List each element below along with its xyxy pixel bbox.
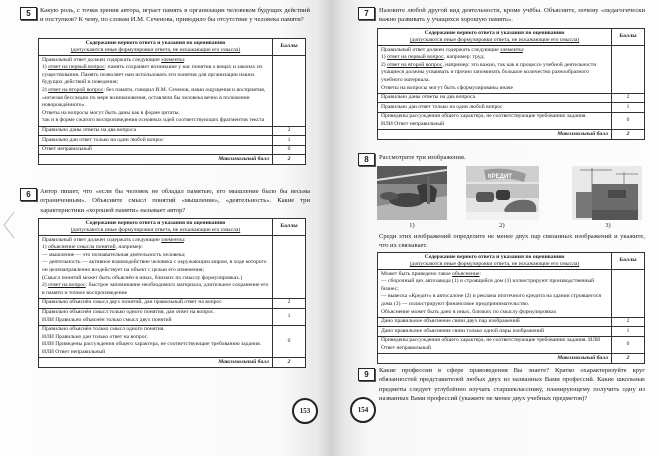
- scoring-criterion: [39, 145, 273, 155]
- answer-content: [39, 236, 273, 299]
- max-score-row: [39, 358, 306, 368]
- scoring-points: 1: [273, 136, 306, 146]
- criterion-line: Правильно объяснён только смысл одного понятия.: [42, 326, 165, 333]
- question-8-text: Рассмотрите три изображения.: [379, 154, 466, 161]
- answer-element-label: ответ на первый вопрос: [48, 64, 105, 71]
- criterion-line: ИЛИ Приведены рассуждения общего характера, не соответствующие требованию задания.: [42, 341, 262, 348]
- answer-content-score: [612, 46, 645, 94]
- question-8-followup: Среди этих изображений определите не менее двух пар связанных изображений и укажите, что их связывает.: [379, 233, 645, 250]
- scoring-points: 2: [612, 93, 645, 103]
- answer-content: [378, 270, 612, 318]
- scoring-row: [39, 308, 306, 325]
- scoring-points: 0: [612, 336, 645, 353]
- answer-line: 2) ответ на второй вопрос, например: это важно, так как в процессе учебной деятельности учащиеся должны усваивать и прочно запоминать большое количество разнообразного учебного материала.: [381, 61, 597, 84]
- answer-element-label: элементы: [500, 46, 523, 53]
- header-subtitle: (допускаются иные формулировки ответа, не искажающие его смысла): [70, 227, 241, 234]
- right-page: [330, 0, 659, 456]
- max-score-label: Максимальный балл: [378, 354, 612, 364]
- answer-line: Правильный ответ должен содержать следующие элементы:: [42, 236, 186, 243]
- answer-line: Может быть приведено такое объяснение:: [381, 270, 482, 277]
- scoring-points: 1: [612, 103, 645, 113]
- scoring-points: 2: [273, 126, 306, 136]
- answer-line: 1) объяснение смысла понятий, например:: [42, 244, 143, 251]
- scoring-row: [378, 112, 645, 129]
- scoring-row: [39, 145, 306, 155]
- answer-line: — мышление — это познавательная деятельность человека;: [42, 251, 186, 258]
- answer-element-label: объяснение: [452, 270, 480, 277]
- answer-line: Ответы на вопросы могут быть сформулированы иначе: [381, 84, 513, 91]
- car-dealership-photo: [466, 166, 539, 220]
- question-6-text: Автор пишет, что «если бы человек не обладал памятью, его мышление было бы весьма ограниченным». Объясните смысл понятий «мышление», «деятельность». Какие три характеристики «хорошей памяти» называет автор?: [40, 188, 310, 214]
- header-score-label: Баллы: [273, 219, 306, 236]
- max-score-row: [378, 130, 645, 140]
- max-score-value: 2: [612, 354, 645, 364]
- answer-content-score: [273, 56, 306, 126]
- scoring-points: 1: [273, 308, 306, 325]
- criterion-line: ИЛИ Правильно дан только ответ на вопрос.: [42, 333, 149, 340]
- answer-line: 1) ответ на первый вопрос, например: труд;: [381, 54, 485, 61]
- scoring-points: 0: [273, 325, 306, 357]
- scoring-criterion: [39, 308, 273, 325]
- scoring-criterion: [39, 136, 273, 146]
- header-subtitle: (допускаются иные формулировки ответа, не искажающие его смысла): [409, 37, 580, 44]
- answer-element-label: ответ на второй вопрос: [48, 87, 104, 94]
- criterion-line: Правильно дан ответ только на один любой вопрос: [42, 136, 164, 143]
- criteria-table-q8: [377, 252, 645, 364]
- header-subtitle: (допускаются иные формулировки ответа, не искажающие его смысла): [70, 47, 241, 54]
- criterion-line: Дано правильное объяснение связи двух пар изображений: [381, 318, 520, 325]
- answer-element-label: ответ на первый вопрос: [387, 54, 444, 61]
- table-header-content: [378, 253, 612, 270]
- scoring-points: 0: [273, 145, 306, 155]
- page-number-153: 153: [292, 398, 318, 424]
- scoring-row: [378, 327, 645, 337]
- scoring-row: [378, 317, 645, 327]
- answer-content-row: [39, 56, 306, 126]
- answer-element-label: ответ на второй вопрос: [387, 61, 443, 68]
- criteria-table-q7: [377, 28, 645, 140]
- scoring-criterion: [378, 112, 612, 129]
- criterion-line: ИЛИ Ответ неправильный: [42, 349, 106, 355]
- scoring-row: [39, 126, 306, 136]
- question-number-6: 6: [20, 188, 37, 201]
- question-9-text: Какие профессии в сфере правоведения Вы знаете? Кратко охарактеризуйте круг обязанностей представителей любых двух из названных Вами профессий. Какие школьные предметы следует углублённо изучать старшекласснику, планирующему получить одну из названных Вами профессий (укажите не менее двух учебных предметов)?: [379, 367, 645, 402]
- scoring-points: 2: [273, 298, 306, 308]
- scoring-row: [378, 103, 645, 113]
- answer-content: [39, 56, 273, 126]
- building-construction-photo: [572, 166, 642, 220]
- scoring-criterion: [378, 317, 612, 327]
- table-header-row: [378, 29, 645, 46]
- answer-line: 2) ответ на второй вопрос: без памяти, говорил И.М. Сеченов, наши ощущения и восприятия, «исчезая бесследно по мере возникновения, оставляли бы человека вечно в положении новорождённого».: [42, 87, 266, 109]
- max-score-label: Максимальный балл: [378, 130, 612, 140]
- answer-line: — деятельность — активное взаимодействие человека с окружающим миром, в ходе которого он целенаправленно воздействует на объект с целью его изменения;: [42, 259, 267, 274]
- max-score-value: 2: [273, 358, 306, 368]
- criteria-table-q5: [38, 38, 306, 165]
- header-subtitle: (допускаются иные формулировки ответа, не искажающие его смысла): [409, 261, 580, 268]
- answer-line: (Смысл понятий может быть объяснён в иных, близких по смыслу формулировках.): [42, 274, 243, 281]
- scoring-points: 2: [612, 317, 645, 327]
- image-caption-2: 2): [499, 222, 505, 229]
- criteria-table-q6: [38, 218, 306, 368]
- criterion-line: ИЛИ Правильно объяснён только смысл двух понятий: [42, 316, 172, 323]
- answer-element-label: объяснение смысла понятий: [48, 244, 116, 251]
- table-header-row: [39, 219, 306, 236]
- answer-line: Ответы на вопросы могут быть даны как в форме цитаты,: [42, 109, 180, 116]
- answer-content-row: [378, 46, 645, 94]
- question-7-text: Назовите любой другой вид деятельности, кроме учёбы. Объясните, почему «педагогически важно развивать у учащихся хорошую память».: [379, 7, 645, 24]
- criterion-line: Ответ неправильный: [42, 146, 92, 153]
- max-score-row: [39, 155, 306, 165]
- image-caption-1: 1): [409, 222, 415, 229]
- answer-line: Правильный ответ должен содержать следующие элементы:: [381, 46, 525, 53]
- criterion-line: Правильно дан ответ только на один любой вопрос: [381, 103, 503, 110]
- max-score-value: 2: [612, 130, 645, 140]
- table-header-row: [378, 253, 645, 270]
- question-number-8: 8: [358, 153, 375, 166]
- max-score-label: Максимальный балл: [39, 155, 273, 165]
- criterion-line: Дано правильное объяснение связи только одной пары изображений: [381, 327, 545, 334]
- answer-element-label: ответ на вопрос: [48, 282, 86, 289]
- max-score-row: [378, 354, 645, 364]
- criterion-line: Правильно объяснён смысл двух понятий, дан правильный ответ на вопрос: [42, 299, 222, 306]
- answer-element-label: элементы: [161, 56, 184, 63]
- scoring-row: [39, 298, 306, 308]
- scoring-row: [39, 136, 306, 146]
- scoring-criterion: [39, 298, 273, 308]
- scoring-criterion: [39, 126, 273, 136]
- scoring-criterion: [378, 93, 612, 103]
- criterion-line: Приведены рассуждения общего характера, не соответствующие требованию задания.: [381, 113, 587, 120]
- header-score-label: Баллы: [612, 253, 645, 270]
- table-header-row: [39, 39, 306, 56]
- scoring-row: [39, 325, 306, 357]
- max-score-label: Максимальный балл: [39, 358, 273, 368]
- scoring-criterion: [39, 325, 273, 357]
- table-header-content: [39, 219, 273, 236]
- question-number-7: 7: [358, 7, 375, 20]
- header-score-label: Баллы: [612, 29, 645, 46]
- header-title: Содержание верного ответа и указания по оцениванию: [424, 29, 565, 36]
- question-5-text: Какую роль, с точки зрения автора, играет память в организации человеком будущих действий и поступков? К чему, по словам И.М. Сеченова, приводило бы отсутствие у человека памяти?: [40, 7, 310, 24]
- car-assembly-line-photo: [377, 166, 447, 220]
- header-title: Содержание верного ответа и указания по оцениванию: [85, 39, 226, 46]
- answer-line: 1) ответ на первый вопрос: память сохраняет возникшие у нас понятия о вещах и законах их существования. Память позволяет нам использовать эти понятия для организации наших будущих действий и поведения;: [42, 64, 263, 86]
- chevron-left-icon[interactable]: [2, 210, 16, 240]
- table-header-content: [39, 39, 273, 56]
- answer-line: — сборочный цех автозавода (1) и строящийся дом (3) иллюстрируют производственный бизнес;: [381, 278, 595, 292]
- question-number-5: 5: [20, 7, 37, 20]
- answer-line: — вывеска «Кредит» в автосалоне (2) и реклама ипотечного кредита на здании строящегося дома (3) — иллюстрируют финансовое предпринимательство.: [381, 293, 601, 308]
- criterion-line: Правильно даны ответы на два вопроса: [42, 127, 137, 134]
- criterion-line: Приведены рассуждения общего характера, не соответствующие требованию задания. ИЛИ Ответ неправильный: [381, 337, 601, 352]
- max-score-value: 2: [273, 155, 306, 165]
- answer-content-score: [612, 270, 645, 318]
- header-title: Содержание верного ответа и указания по оцениванию: [85, 219, 226, 226]
- question-number-9: 9: [358, 368, 375, 381]
- answer-line: так и в форме сжатого воспроизведения основных идей соответствующих фрагментов текста: [42, 117, 265, 124]
- criterion-line: Правильно объяснён смысл только одного понятия, дан ответ на вопрос.: [42, 309, 215, 316]
- kredit-sign: КРЕДИТ: [488, 174, 512, 180]
- scoring-row: [378, 93, 645, 103]
- scoring-criterion: [378, 327, 612, 337]
- answer-line: Объяснение может быть дано в иных, близких по смыслу формулировках: [381, 308, 557, 315]
- answer-line: 2) ответ на вопрос: быстрое запоминание необходимого материала, длительное сохранение его в памяти и точное воспроизведение: [42, 282, 269, 296]
- criterion-line: ИЛИ Ответ неправильный: [381, 121, 445, 128]
- header-score-label: Баллы: [273, 39, 306, 56]
- scoring-criterion: [378, 336, 612, 353]
- answer-content: [378, 46, 612, 94]
- criterion-line: Правильно даны ответы на два вопроса: [381, 94, 476, 101]
- scoring-points: 0: [612, 112, 645, 129]
- answer-line: Правильный ответ должен содержать следующие элементы:: [42, 56, 186, 63]
- answer-content-row: [378, 270, 645, 318]
- scoring-row: [378, 336, 645, 353]
- answer-content-row: [39, 236, 306, 299]
- scoring-points: 1: [612, 327, 645, 337]
- page-number-154: 154: [350, 397, 376, 423]
- image-caption-3: 3): [605, 222, 611, 229]
- answer-content-score: [273, 236, 306, 299]
- header-title: Содержание верного ответа и указания по оцениванию: [424, 253, 565, 260]
- table-header-content: [378, 29, 612, 46]
- answer-element-label: элементы: [161, 236, 184, 243]
- scoring-criterion: [378, 103, 612, 113]
